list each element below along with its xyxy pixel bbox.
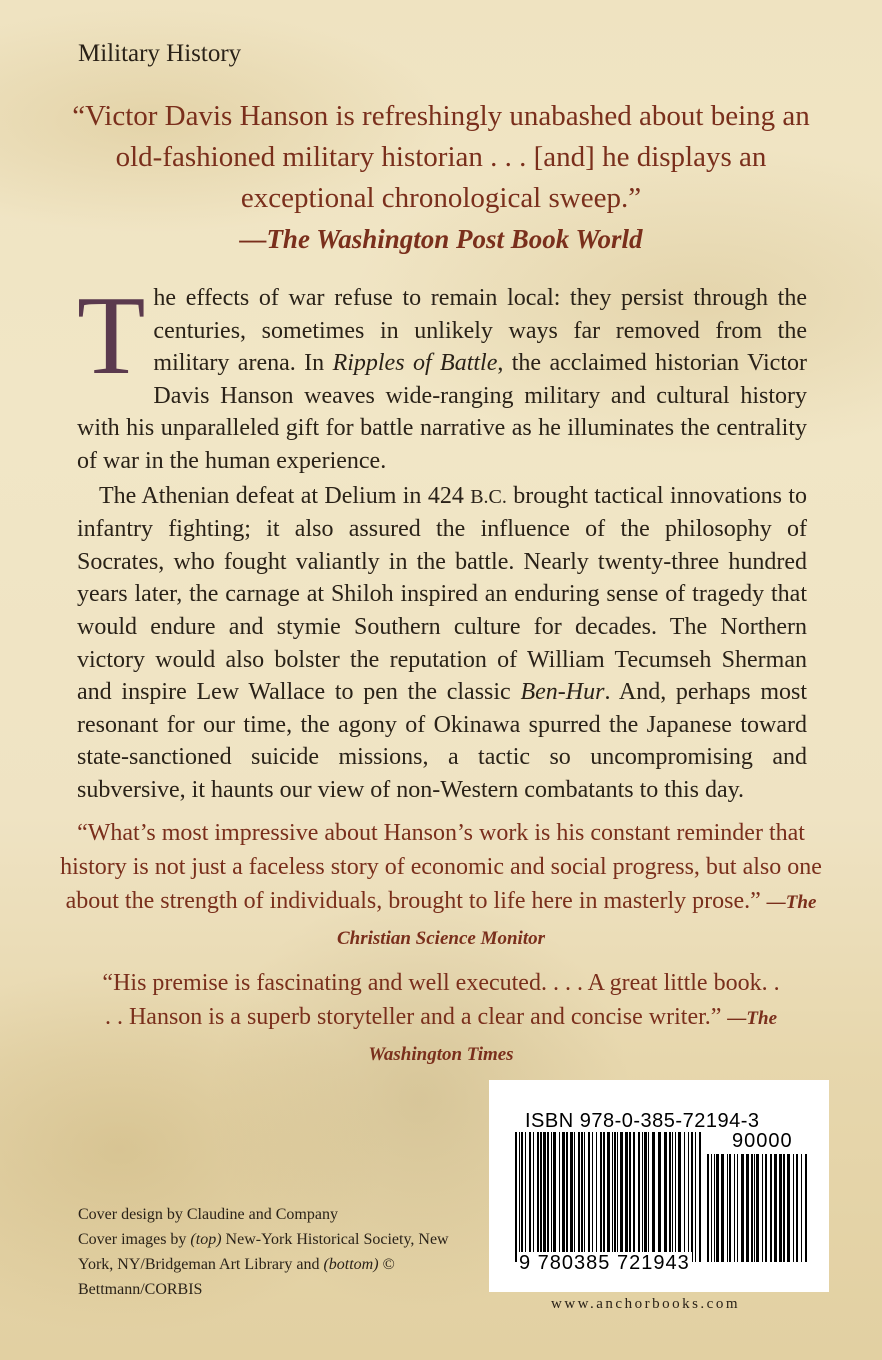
barcode-bar xyxy=(664,1132,667,1262)
design-credit: Cover design by Claudine and Company xyxy=(78,1206,338,1223)
barcode-bar xyxy=(553,1132,556,1262)
image-credit-top: (top) xyxy=(190,1231,222,1248)
barcode-bar xyxy=(652,1132,655,1262)
barcode-bar xyxy=(783,1154,785,1262)
barcode-bar xyxy=(638,1132,640,1262)
p2-text-b: brought tactical innovations to infantry fighting; it also assured the influence of the philosophy of Socrates, who fought valiantly in the battle. Nearly twenty-three hundred years later, the carnage at Shiloh inspired an enduring sense of tragedy that would endure and stymie Southern culture for decades. The Northern victory would also bolster the reputation of William Tecumseh Sherman and inspire Lew Wallace to pen the classic xyxy=(77,482,808,706)
barcode-bar xyxy=(684,1132,685,1262)
barcode-bar xyxy=(765,1154,767,1262)
description-paragraph-2 xyxy=(77,480,807,807)
barcode-bar xyxy=(612,1132,613,1262)
barcode-bar xyxy=(801,1154,802,1262)
image-credit-c: © Bettmann/CORBIS xyxy=(78,1256,395,1298)
barcode-bar xyxy=(578,1132,580,1262)
top-review-quote xyxy=(70,96,812,259)
barcode-bar xyxy=(711,1154,712,1262)
barcode-bar xyxy=(537,1132,539,1262)
barcode-bar xyxy=(779,1154,782,1262)
barcode-bar xyxy=(729,1154,731,1262)
barcode-bar xyxy=(600,1132,602,1262)
category-label: Military History xyxy=(78,40,242,67)
era-abbrev: B.C. xyxy=(470,485,507,508)
barcode-bar xyxy=(787,1154,790,1262)
barcode-bar xyxy=(648,1132,649,1262)
barcode-bars xyxy=(515,1132,701,1262)
price-code: 90000 xyxy=(732,1130,793,1152)
addon-barcode-bars xyxy=(707,1154,807,1262)
barcode-bar xyxy=(592,1132,593,1262)
barcode-bar xyxy=(805,1154,807,1262)
image-credit-b: New-York Historical Society, New York, NY/Bridgeman Art Library and xyxy=(78,1231,449,1273)
barcode-bar xyxy=(519,1132,520,1262)
barcode-bar xyxy=(566,1132,568,1262)
barcode-bar xyxy=(716,1154,719,1262)
barcode-bar xyxy=(770,1154,772,1262)
p2-text-a: The Athenian defeat at Delium in 424 xyxy=(99,482,471,509)
quote-mid-source: —The Christian Science Monitor xyxy=(337,892,817,949)
barcode-bar xyxy=(678,1132,681,1262)
barcode-bar xyxy=(658,1132,661,1262)
drop-cap: T xyxy=(77,274,146,398)
barcode-bar xyxy=(642,1132,643,1262)
barcode-bar xyxy=(584,1132,585,1262)
quote-mid-text: “What’s most impressive about Hanson’s work is his constant reminder that history is not just a faceless story of economic and social progress, but also one about the strength of individuals, brought to life here in masterly prose.” xyxy=(60,820,822,914)
barcode-bar xyxy=(551,1132,552,1262)
cover-credits xyxy=(78,1202,478,1302)
barcode-bar xyxy=(672,1132,673,1262)
image-credit-a: Cover images by xyxy=(78,1231,191,1248)
barcode-bar xyxy=(596,1132,597,1262)
barcode-bar xyxy=(793,1154,794,1262)
barcode-bar xyxy=(574,1132,575,1262)
barcode-bar xyxy=(547,1132,549,1262)
barcode-bar xyxy=(588,1132,590,1262)
barcode-bar xyxy=(741,1154,744,1262)
barcode-bar xyxy=(581,1132,583,1262)
barcode-bar xyxy=(675,1132,676,1262)
barcode-bar xyxy=(515,1132,517,1262)
barcode-bar xyxy=(644,1132,647,1262)
book-description xyxy=(77,274,808,809)
publisher-website: www.anchorbooks.com xyxy=(551,1296,740,1312)
barcode-bar xyxy=(617,1132,618,1262)
isbn-number: ISBN 978-0-385-72194-3 xyxy=(525,1110,760,1132)
barcode-bar xyxy=(529,1132,531,1262)
barcode-bar xyxy=(691,1132,693,1262)
barcode-bar xyxy=(734,1154,735,1262)
barcode-bar xyxy=(543,1132,546,1262)
barcode-bar xyxy=(570,1132,573,1262)
barcode-bar xyxy=(699,1132,701,1262)
barcode-bar xyxy=(754,1154,755,1262)
image-credit-bottom: (bottom) xyxy=(323,1256,379,1273)
barcode-bar xyxy=(629,1132,631,1262)
washington-times-quote xyxy=(100,966,782,1072)
barcode-bar xyxy=(607,1132,610,1262)
barcode-bar xyxy=(540,1132,542,1262)
barcode-bar xyxy=(714,1154,715,1262)
barcode-bar xyxy=(751,1154,753,1262)
barcode-bar xyxy=(756,1154,759,1262)
barcode-bar xyxy=(774,1154,777,1262)
barcode-bar xyxy=(688,1132,689,1262)
barcode-bar xyxy=(620,1132,623,1262)
barcode-bar xyxy=(727,1154,728,1262)
barcode-bar xyxy=(737,1154,738,1262)
barcode-bar xyxy=(533,1132,534,1262)
p1-text-b: , the acclaimed historian Victor Davis Hanson weaves wide-ranging military and cultural history with his unparalleled gift for battle narrative as he illuminates the centrality of war in the human experience. xyxy=(77,350,807,474)
barcode-bar xyxy=(603,1132,605,1262)
barcode-bar xyxy=(625,1132,628,1262)
p2-text-c: . And, perhaps most resonant for our time, the agony of Okinawa spurred the Japanese toward state-sanctioned suicide missions, a tactic so uncompromising and subversive, it haunts our view of non-Western combatants to this day. xyxy=(77,679,807,803)
image-credit xyxy=(78,1227,478,1302)
barcode-bar xyxy=(614,1132,616,1262)
quote-low-text: “His premise is fascinating and well executed. . . . A great little book. . . . Hanson is a superb storyteller and a clear and concise writer.” xyxy=(102,970,780,1030)
isbn-barcode xyxy=(489,1080,829,1292)
barcode-bar xyxy=(721,1154,724,1262)
quote-low-source: —The Washington Times xyxy=(368,1008,778,1065)
p1-text-a: he effects of war refuse to remain local: they persist through the centuries, sometimes in unlikely ways far removed from the military arena. In xyxy=(153,285,807,377)
barcode-bar xyxy=(669,1132,671,1262)
barcode-bar xyxy=(559,1132,560,1262)
ben-hur-title: Ben-Hur xyxy=(520,679,605,706)
barcode-bar xyxy=(762,1154,763,1262)
barcode-bar xyxy=(796,1154,798,1262)
barcode-bar xyxy=(525,1132,526,1262)
barcode-bar xyxy=(707,1154,709,1262)
top-quote-attribution: —The Washington Post Book World xyxy=(239,224,643,254)
description-paragraph-1 xyxy=(77,274,807,478)
book-title-ref: Ripples of Battle xyxy=(332,350,498,377)
barcode-bar xyxy=(695,1132,696,1262)
barcode-bar xyxy=(746,1154,749,1262)
barcode-bar xyxy=(633,1132,635,1262)
barcode-bar xyxy=(562,1132,565,1262)
top-quote-text: “Victor Davis Hanson is refreshingly unabashed about being an old-fashioned military historian . . . [and] he displays an exceptional chronological sweep.” xyxy=(72,100,810,214)
barcode-digits: 9 780385 721943 xyxy=(519,1252,690,1274)
christian-science-monitor-quote xyxy=(60,816,822,956)
barcode-bar xyxy=(521,1132,523,1262)
